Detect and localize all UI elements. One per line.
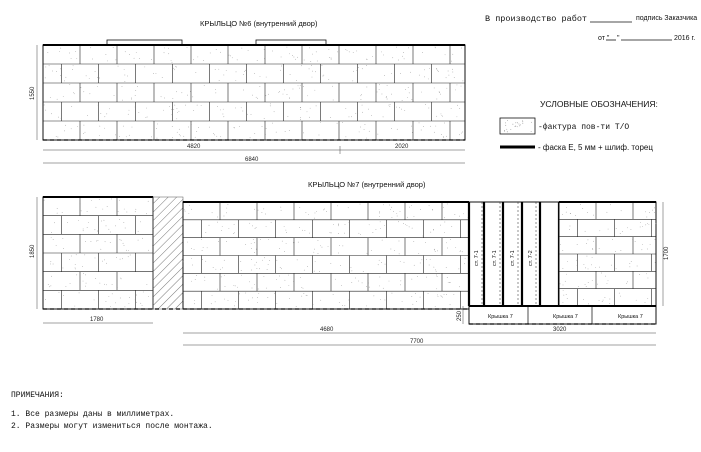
- step-label: ст. 7-1: [474, 250, 480, 266]
- step-label: ст. 7-1: [492, 250, 498, 266]
- porch6-height-dim: 1550: [30, 86, 36, 100]
- legend-texture-swatch: [500, 118, 535, 134]
- date-from-label: от ": [598, 35, 610, 42]
- legend-title: УСЛОВНЫЕ ОБОЗНАЧЕНИЯ:: [540, 99, 658, 109]
- note-item: 1. Все размеры даны в миллиметрах.: [11, 410, 175, 419]
- date-mid-label: ": [617, 35, 620, 42]
- porch7-height-right-dim: 1700: [664, 246, 670, 260]
- porch6-wall: [43, 40, 465, 140]
- porch7-width-total-dim: 7700: [410, 339, 424, 345]
- cover-label: Крышка 7: [618, 314, 643, 320]
- porch7-height-left-dim: 1850: [30, 244, 36, 258]
- porch7-hatched-gap: [153, 197, 183, 309]
- porch7-width-left-dim: 1780: [90, 317, 104, 323]
- legend-chamfer-label: - фаска Е, 5 мм + шлиф. торец: [538, 143, 653, 152]
- porch6-width-total-dim: 6840: [245, 157, 259, 163]
- signature-label: подпись Заказчика: [636, 15, 698, 22]
- approval-block: [485, 14, 697, 42]
- notes-heading: ПРИМЕЧАНИЯ:: [11, 391, 64, 400]
- porch6-width-left-dim: 4820: [187, 144, 201, 150]
- cover-label: Крышка 7: [488, 314, 513, 320]
- porch7-width-right-dim: 3020: [553, 327, 567, 333]
- porch7-wall: [43, 197, 656, 324]
- porch7-title: КРЫЛЬЦО №7 (внутренний двор): [308, 180, 426, 189]
- porch7-small-height-dim: 250: [457, 310, 463, 321]
- approval-label: В производство работ: [485, 14, 588, 24]
- porch6-outline: [43, 45, 465, 140]
- legend: [500, 99, 658, 152]
- notes: [11, 391, 213, 431]
- legend-texture-label: -фактура пов-ти Т/О: [538, 123, 630, 132]
- porch6-title: КРЫЛЬЦО №6 (внутренний двор): [200, 19, 318, 28]
- note-item: 2. Размеры могут измениться после монтажа.: [11, 422, 213, 431]
- step-label: ст. 7-1: [510, 250, 516, 266]
- porch6-width-right-dim: 2020: [395, 144, 409, 150]
- cover-label: Крышка 7: [553, 314, 578, 320]
- porch7-width-mid-dim: 4680: [320, 327, 334, 333]
- step-label: ст. 7-2: [528, 250, 534, 266]
- year-label: 2016 г.: [674, 35, 696, 42]
